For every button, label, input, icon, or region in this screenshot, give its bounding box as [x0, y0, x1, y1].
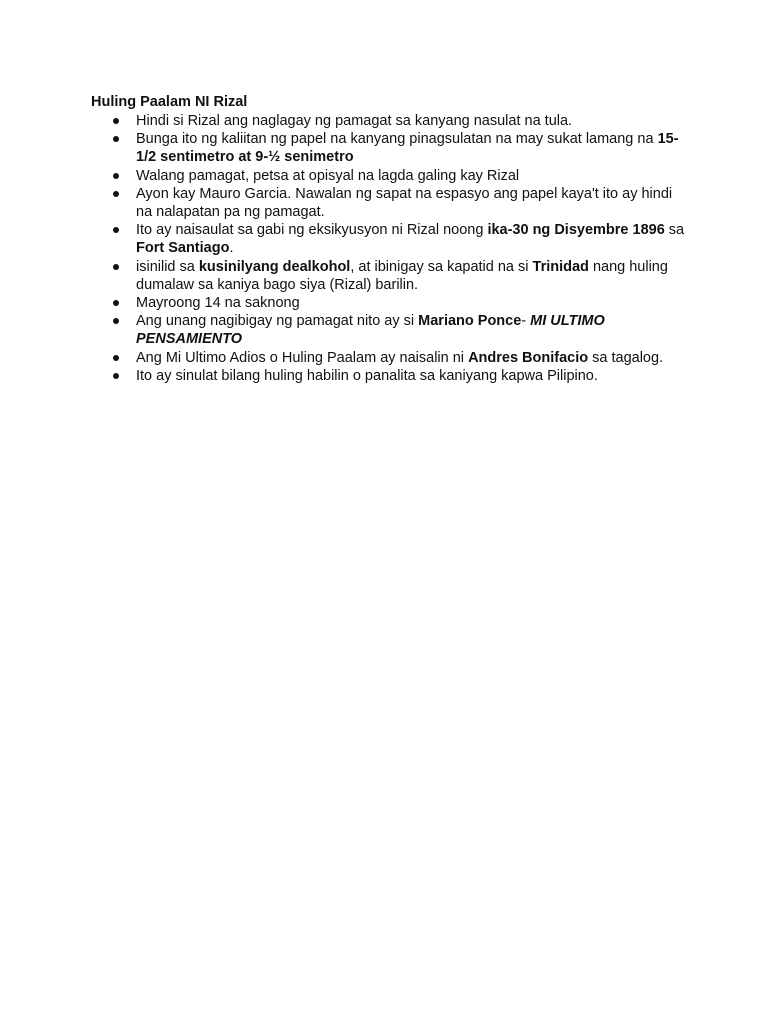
item-text: Mayroong 14 na saknong: [136, 295, 300, 312]
list-item: [91, 349, 691, 367]
item-bold-text: 15-1/2 sentimetro at 9-½ senimetro: [136, 131, 679, 166]
list-item: [91, 312, 691, 348]
list-item: [91, 221, 691, 257]
item-bold-text: Mariano Ponce: [418, 313, 522, 330]
bullet-icon: [113, 136, 119, 142]
bullet-icon: [113, 264, 119, 270]
item-bold-text: ika-30 ng Disyembre 1896: [487, 222, 665, 239]
item-bold-text: Fort Santiago: [136, 240, 230, 257]
document-title: Huling Paalam NI Rizal: [91, 94, 248, 110]
bullet-icon: [113, 191, 119, 197]
bullet-icon: [113, 373, 119, 379]
item-text: Ito ay sinulat bilang huling habilin o panalita sa kaniyang kapwa Pilipino.: [136, 367, 598, 384]
list-item: [91, 185, 691, 221]
item-bold-text: kusinilyang dealkohol: [198, 258, 351, 275]
bullet-icon: [113, 173, 119, 179]
item-text: , at ibinigay sa kapatid na si: [350, 258, 533, 275]
item-text: Ito ay naisaulat sa gabi ng eksikyusyon ni Rizal noong: [136, 222, 488, 239]
bullet-icon: [113, 300, 119, 306]
item-text: Ang Mi Ultimo Adios o Huling Paalam ay naisalin ni: [136, 349, 469, 366]
item-text: Bunga ito ng kaliitan ng papel na kanyang pinagsulatan na may sukat lamang na: [136, 131, 658, 148]
item-bold-italic-text: MI ULTIMO PENSAMIENTO: [136, 313, 605, 348]
list-item: [91, 367, 691, 385]
item-text: Ayon kay Mauro Garcia. Nawalan ng sapat na espasyo ang papel kaya't ito ay hindi na nalapatan pa ng pamagat.: [136, 185, 673, 221]
item-text: -: [521, 313, 531, 330]
document-content: [91, 93, 691, 385]
list-item: [91, 294, 691, 312]
item-text: nang huling dumalaw sa kaniya bago siya (Rizal) barilin.: [136, 258, 668, 293]
item-text: Ang unang nagibigay ng pamagat nito ay si: [136, 313, 419, 330]
item-text: .: [229, 240, 234, 257]
bullet-icon: [113, 118, 119, 124]
item-bold-text: Trinidad: [532, 258, 589, 275]
item-text: sa tagalog.: [588, 349, 664, 366]
bullet-icon: [113, 227, 119, 233]
list-item: [91, 167, 691, 185]
list-item: [91, 258, 691, 294]
item-text: isinilid sa: [136, 258, 199, 275]
list-item: [91, 130, 691, 166]
item-text: Hindi si Rizal ang naglagay ng pamagat sa kanyang nasulat na tula.: [136, 113, 573, 129]
bullet-icon: [113, 318, 119, 324]
item-bold-text: Andres Bonifacio: [468, 349, 589, 366]
item-text: Walang pamagat, petsa at opisyal na lagda galing kay Rizal: [136, 167, 520, 184]
bullet-list: [91, 112, 691, 385]
list-item: [91, 112, 691, 130]
item-text: sa: [664, 222, 685, 239]
bullet-icon: [113, 355, 119, 361]
